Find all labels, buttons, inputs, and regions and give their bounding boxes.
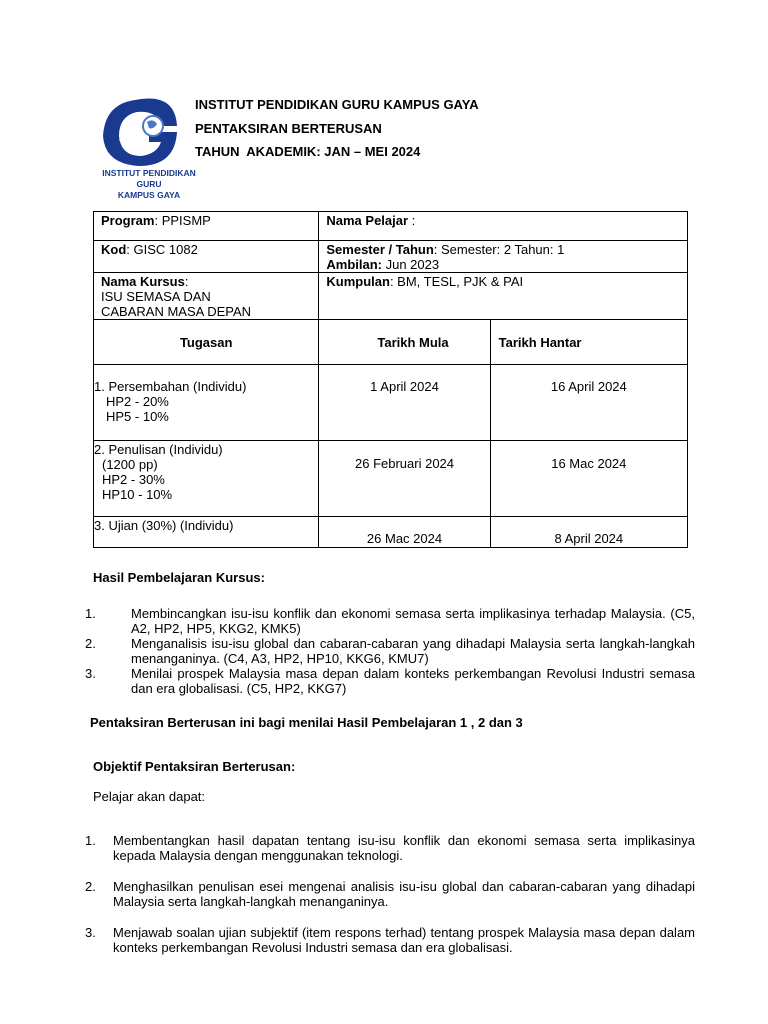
task-3-cell: [94, 517, 319, 548]
course-name-line-1: ISU SEMASA DAN: [101, 289, 211, 304]
learning-outcomes-list: [85, 606, 695, 696]
objectives-title: Objektif Pentaksiran Berterusan:: [93, 759, 296, 774]
task-2-detail: (1200 pp): [102, 457, 158, 472]
list-text: Membentangkan hasil dapatan tentang isu-isu konflik dan ekonomi semasa serta implikasinya kepada Malaysia dengan menggunakan teknologi.: [113, 833, 695, 863]
task-1-start: 1 April 2024: [319, 365, 490, 441]
logo-text: IPG: [119, 128, 145, 145]
list-item: [85, 833, 695, 863]
task-row: [94, 441, 688, 517]
task-3-title: 3. Ujian (30%) (Individu): [94, 518, 234, 533]
logo-caption: [93, 168, 205, 201]
list-item: [85, 666, 695, 696]
list-number: 3.: [85, 925, 96, 940]
objectives-intro: Pelajar akan dapat:: [93, 789, 206, 804]
task-row: [94, 517, 688, 548]
list-text: Menganalisis isu-isu global dan cabaran-cabaran yang dihadapi Malaysia serta langkah-langkah menanganinya. (C4, A3, HP2, HP10, KKG6, KMU7): [131, 636, 695, 666]
course-name-line-2: CABARAN MASA DEPAN: [101, 304, 252, 319]
academic-year: TAHUN AKADEMIK: JAN – MEI 2024: [195, 144, 421, 159]
course-name-cell: [94, 273, 319, 320]
intake-label: Ambilan:: [326, 257, 382, 272]
task-header-row: [94, 320, 688, 365]
logo-caption-line-1: INSTITUT PENDIDIKAN GURU: [102, 168, 196, 189]
task-2-title: 2. Penulisan (Individu): [94, 442, 223, 457]
table-row: [94, 273, 688, 320]
ipg-logo-mark: [95, 96, 205, 168]
task-header: Tugasan: [94, 320, 319, 365]
task-1-cell: [94, 365, 319, 441]
list-text: Menghasilkan penulisan esei mengenai analisis isu-isu global dan cabaran-cabaran yang dihadapi Malaysia serta langkah-langkah menanganinya.: [113, 879, 695, 909]
group-cell: [319, 273, 688, 320]
code-cell: [94, 241, 319, 273]
program-cell: [94, 212, 319, 241]
course-info-table: [93, 211, 688, 548]
list-text: Menjawab soalan ujian subjektif (item respons terhad) tentang prospek Malaysia masa depan dalam konteks perkembangan Revolusi Industri semasa dan era globalisasi.: [113, 925, 695, 955]
assessment-title: PENTAKSIRAN BERTERUSAN: [195, 121, 382, 136]
list-item: [85, 925, 695, 955]
objectives-list: [85, 833, 695, 971]
task-2-detail: HP2 - 30%: [102, 472, 165, 487]
group-value: : BM, TESL, PJK & PAI: [389, 274, 524, 289]
program-label: Program: [101, 213, 155, 228]
due-date-header: Tarikh Hantar: [490, 320, 687, 365]
list-text: Membincangkan isu-isu konflik dan ekonomi semasa serta implikasinya terhadap Malaysia. (C5, A2, HP2, HP5, KKG2, KMK5): [131, 606, 695, 636]
student-name-cell: [319, 212, 688, 241]
task-3-start: 26 Mac 2024: [319, 517, 490, 548]
task-3-end: 8 April 2024: [490, 517, 687, 548]
task-1-detail: HP2 - 20%: [106, 394, 169, 409]
start-date-header: Tarikh Mula: [319, 320, 490, 365]
program-value: : PPISMP: [154, 213, 211, 228]
learning-outcomes-title: Hasil Pembelajaran Kursus:: [93, 570, 265, 585]
list-item: [85, 879, 695, 909]
list-text: Menilai prospek Malaysia masa depan dalam konteks perkembangan Revolusi Industri semasa dan era globalisasi. (C5, HP2, KKG7): [131, 666, 695, 696]
task-1-end: 16 April 2024: [490, 365, 687, 441]
group-label: Kumpulan: [326, 274, 390, 289]
list-number: 1.: [85, 833, 96, 848]
code-value: : GISC 1082: [126, 242, 198, 257]
course-name-label: Nama Kursus: [101, 274, 185, 289]
list-number: 1.: [85, 606, 96, 621]
task-2-end: 16 Mac 2024: [490, 441, 687, 517]
list-number: 2.: [85, 636, 96, 651]
task-1-detail: HP5 - 10%: [106, 409, 169, 424]
table-row: [94, 212, 688, 241]
institute-title: INSTITUT PENDIDIKAN GURU KAMPUS GAYA: [195, 97, 479, 112]
intake-value: Jun 2023: [382, 257, 440, 272]
task-row: [94, 365, 688, 441]
code-label: Kod: [101, 242, 127, 257]
list-number: 3.: [85, 666, 96, 681]
list-item: [85, 636, 695, 666]
task-2-cell: [94, 441, 319, 517]
task-2-detail: HP10 - 10%: [102, 487, 173, 502]
student-name-label: Nama Pelajar: [326, 213, 409, 228]
table-row: [94, 241, 688, 273]
task-1-title: 1. Persembahan (Individu): [94, 379, 247, 394]
logo-caption-line-2: KAMPUS GAYA: [117, 190, 181, 200]
list-number: 2.: [85, 879, 96, 894]
semester-label: Semester / Tahun: [326, 242, 434, 257]
assessment-note: Pentaksiran Berterusan ini bagi menilai Hasil Pembelajaran 1 , 2 dan 3: [90, 715, 523, 730]
course-name-colon: :: [184, 274, 189, 289]
student-name-value: :: [408, 213, 416, 228]
list-item: [85, 606, 695, 636]
semester-value: : Semester: 2 Tahun: 1: [433, 242, 565, 257]
task-2-start: 26 Februari 2024: [319, 441, 490, 517]
semester-cell: [319, 241, 688, 273]
